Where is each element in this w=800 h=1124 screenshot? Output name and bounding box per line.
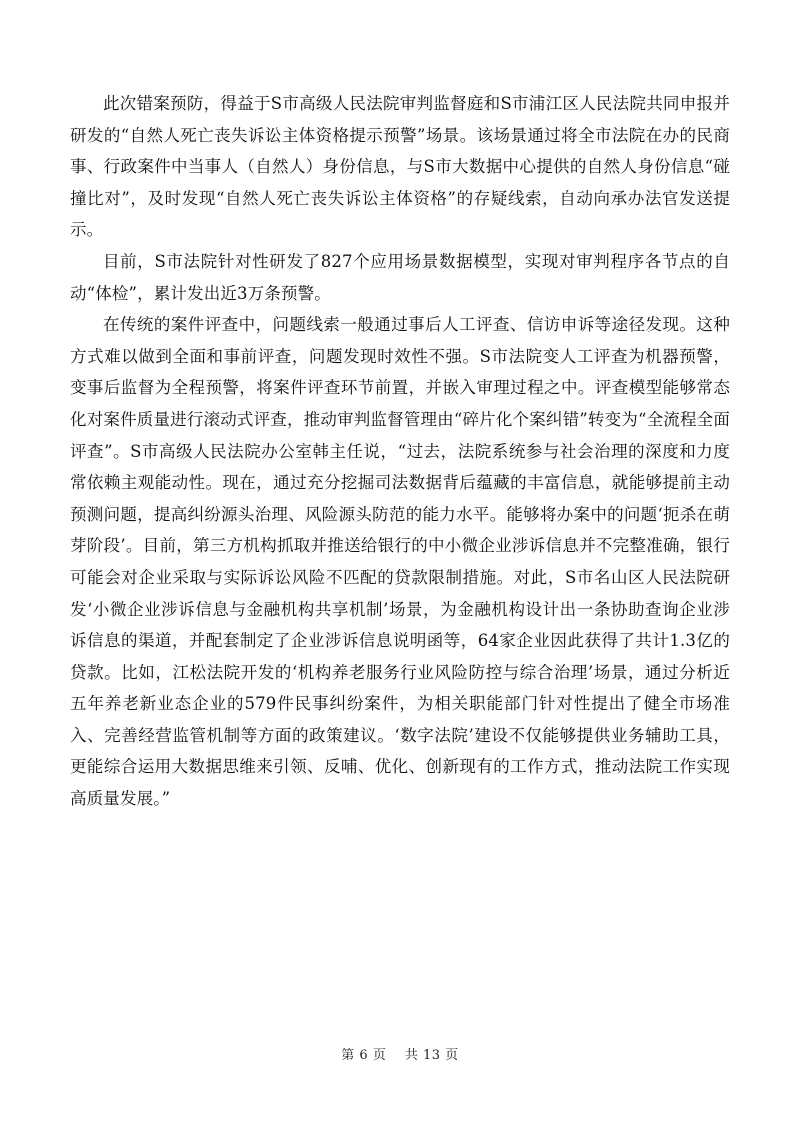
total-pages: 共 13 页 [404,1048,459,1063]
page-footer [0,1044,800,1063]
paragraph-1: 此次错案预防，得益于S市高级人民法院审判监督庭和S市浦江区人民法院共同申报并研发的“自然人死亡丧失诉讼主体资格提示预警”场景。该场景通过将全市法院在办的民商事、行政案件中当事人（自然人）身份信息，与S市大数据中心提供的自然人身份信息“碰撞比对”，及时发现“自然人死亡丧失诉讼主体资格”的存疑线索，自动向承办法官发送提示。 [70,94,730,240]
document-body [70,88,730,815]
paragraph-2: 目前，S市法院针对性研发了827个应用场景数据模型，实现对审判程序各节点的自动“体检”，累计发出近3万条预警。 [70,251,730,303]
footer-spacer [386,1048,405,1063]
page-number: 第 6 页 [341,1048,387,1063]
paragraph-3: 在传统的案件评查中，问题线索一般通过事后人工评查、信访申诉等途径发现。这种方式难以做到全面和事前评查，问题发现时效性不强。S市法院变人工评查为机器预警，变事后监督为全程预警，将案件评查环节前置，并嵌入审理过程之中。评查模型能够常态化对案件质量进行滚动式评查，推动审判监督管理由“碎片化个案纠错”转变为“全流程全面评查”。S市高级人民法院办公室韩主任说，“过去，法院系统参与社会治理的深度和力度常依赖主观能动性。现在，通过充分挖掘司法数据背后蕴藏的丰富信息，就能够提前主动预测问题，提高纠纷源头治理、风险源头防范的能力水平。能够将办案中的问题‘扼杀在萌芽阶段’。目前，第三方机构抓取并推送给银行的中小微企业涉诉信息并不完整准确，银行可能会对企业采取与实际诉讼风险不匹配的贷款限制措施。对此，S市名山区人民法院研发‘小微企业涉诉信息与金融机构共享机制’场景，为金融机构设计出一条协助查询企业涉诉信息的渠道，并配套制定了企业涉诉信息说明函等，64家企业因此获得了共计1.3亿的贷款。比如，江松法院开发的‘机构养老服务行业风险防控与综合治理’场景，通过分析近五年养老新业态企业的579件民事纠纷案件，为相关职能部门针对性提出了健全市场准入、完善经营监管机制等方面的政策建议。‘数字法院’建设不仅能够提供业务辅助工具，更能综合运用大数据思维来引领、反哺、优化、创新现有的工作方式，推动法院工作实现高质量发展。” [70,315,730,809]
